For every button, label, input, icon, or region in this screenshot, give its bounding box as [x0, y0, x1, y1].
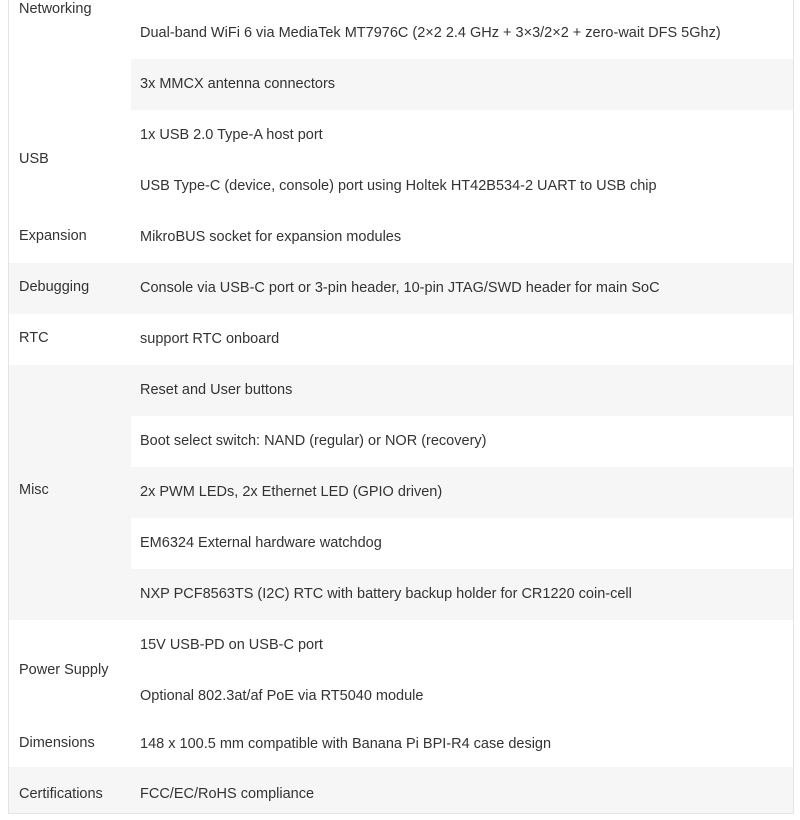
spec-row: [131, 161, 793, 212]
spec-category-label: Power Supply: [19, 662, 109, 678]
spec-group-certifications: [9, 767, 793, 814]
spec-row: [131, 8, 793, 59]
spec-value: Dual-band WiFi 6 via MediaTek MT7976C (2×2 2.4 GHz + 3×3/2×2 + zero-wait DFS 5Ghz): [140, 25, 721, 41]
spec-value: EM6324 External hardware watchdog: [140, 535, 382, 551]
spec-value: 2x PWM LEDs, 2x Ethernet LED (GPIO driven): [140, 484, 443, 500]
spec-row: [131, 110, 793, 161]
spec-category-cell: [9, 212, 131, 263]
spec-category-cell: [9, 620, 131, 722]
spec-value: FCC/EC/RoHS compliance: [140, 786, 315, 802]
spec-category-cell: [9, 0, 131, 76]
spec-group-power-supply: [9, 620, 793, 722]
spec-row: [131, 769, 793, 814]
spec-row: [131, 59, 793, 110]
spec-group-misc: [9, 365, 793, 620]
spec-category-label: Debugging: [19, 279, 90, 295]
spec-value: 148 x 100.5 mm compatible with Banana Pi BPI-R4 case design: [140, 736, 552, 752]
spec-table: [8, 0, 794, 814]
spec-value: 3x MMCX antenna connectors: [140, 76, 336, 92]
spec-category-cell: [9, 365, 131, 620]
spec-category-label: Misc: [19, 482, 49, 498]
spec-value: USB Type-C (device, console) port using Holtek HT42B534-2 UART to USB chip: [140, 178, 657, 194]
spec-value: MikroBUS socket for expansion modules: [140, 229, 402, 245]
spec-value: NXP PCF8563TS (I2C) RTC with battery backup holder for CR1220 coin-cell: [140, 586, 632, 602]
spec-category-cell: [9, 314, 131, 365]
spec-category-label: USB: [19, 151, 49, 167]
spec-row: [131, 263, 793, 314]
spec-category-cell: [9, 110, 131, 212]
spec-row: [131, 722, 793, 767]
spec-category-label: Networking: [19, 1, 92, 17]
spec-row: [131, 620, 793, 671]
spec-row: [131, 467, 793, 518]
spec-value: 1x USB 2.0 Type-A host port: [140, 127, 323, 143]
spec-category-cell: [9, 722, 131, 767]
spec-group-networking: [9, 0, 793, 92]
spec-row: [131, 365, 793, 416]
spec-value: 15V USB-PD on USB-C port: [140, 637, 323, 653]
spec-group-dimensions: [9, 722, 793, 767]
spec-category-label: Certifications: [19, 786, 103, 802]
spec-group-rtc: [9, 314, 793, 365]
spec-value: Optional 802.3at/af PoE via RT5040 module: [140, 688, 424, 704]
spec-category-cell: [9, 767, 131, 814]
spec-row: [131, 416, 793, 467]
spec-row: [131, 518, 793, 569]
spec-value: Boot select switch: NAND (regular) or NOR (recovery): [140, 433, 487, 449]
spec-category-cell: [9, 263, 131, 314]
spec-category-label: Dimensions: [19, 735, 95, 751]
spec-group-debugging: [9, 263, 793, 314]
spec-category-label: Expansion: [19, 228, 87, 244]
spec-value: support RTC onboard: [140, 331, 280, 347]
spec-group-usb: [9, 110, 793, 212]
spec-group-expansion: [9, 212, 793, 263]
spec-value: Reset and User buttons: [140, 382, 293, 398]
spec-row: [131, 212, 793, 263]
spec-row: [131, 569, 793, 620]
spec-row: [131, 671, 793, 722]
spec-value: Console via USB-C port or 3-pin header, 10-pin JTAG/SWD header for main SoC: [140, 280, 660, 296]
spec-category-label: RTC: [19, 330, 49, 346]
spec-row: [131, 314, 793, 365]
